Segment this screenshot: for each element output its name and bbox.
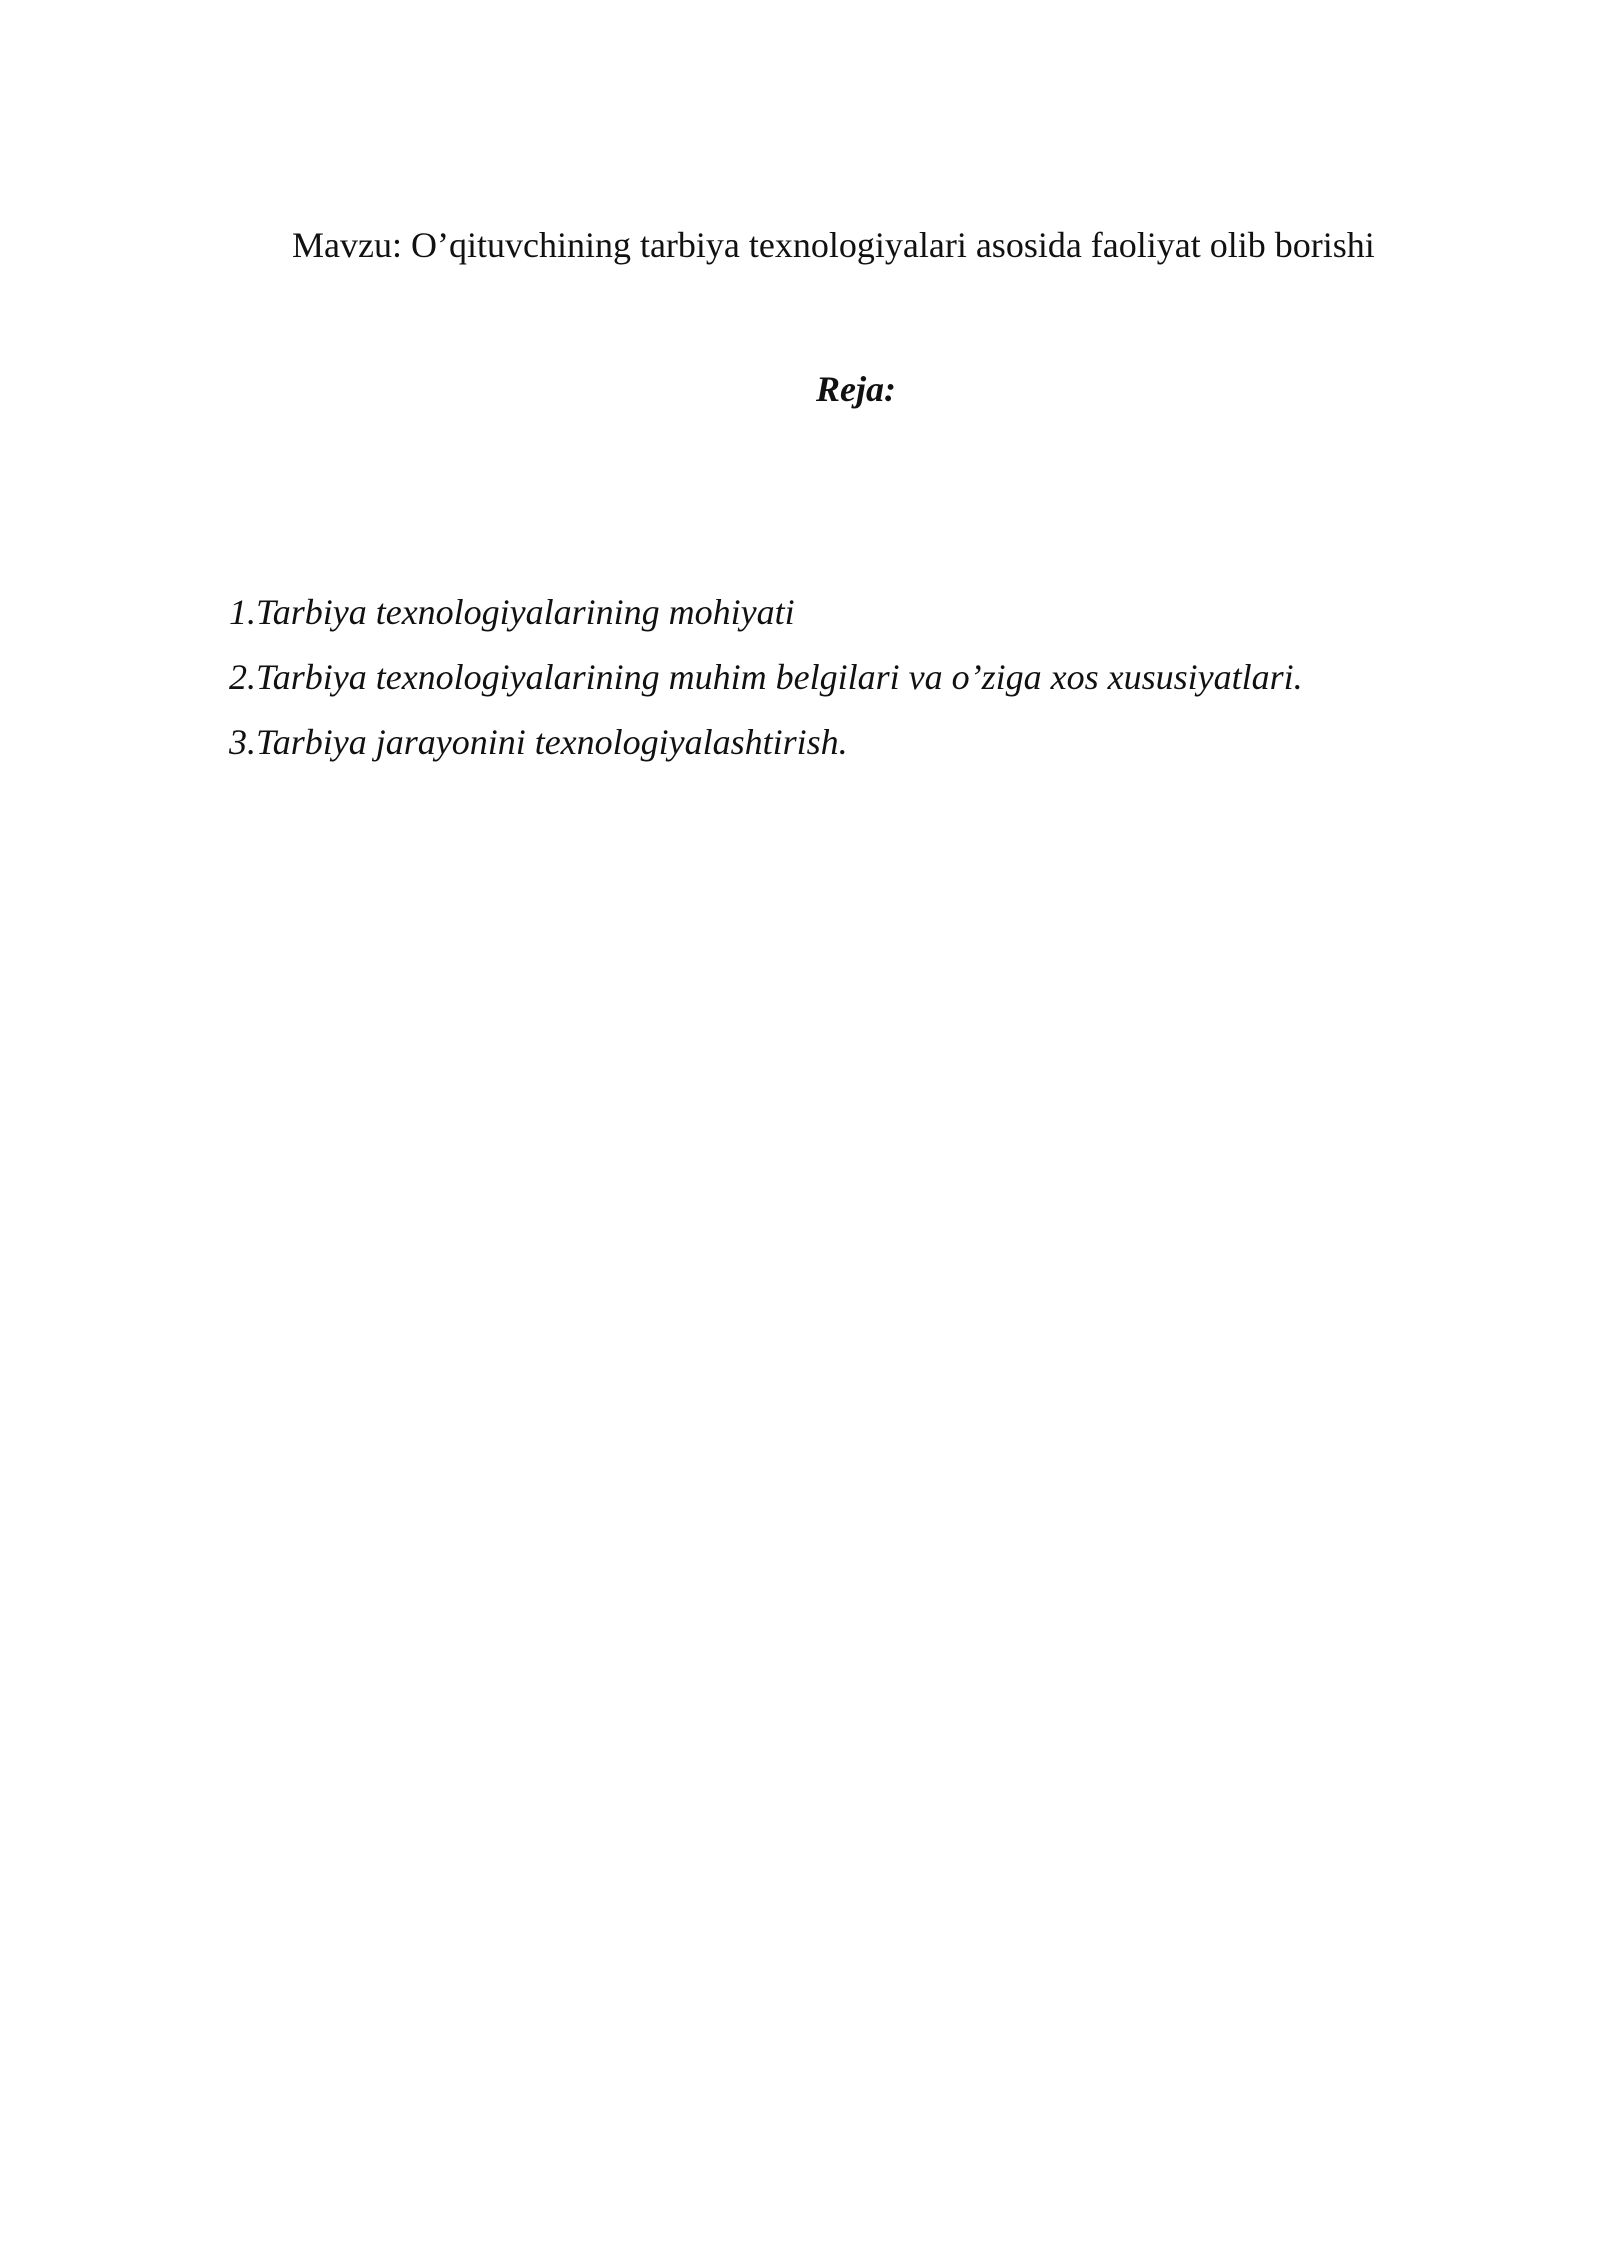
topic-title: Mavzu: O’qituvchining tarbiya texnologiyalari asosida faoliyat olib borishi [292,225,1375,265]
plan-item: 3.Tarbiya jarayonini texnologiyalashtirish. [229,722,848,762]
plan-item: 2.Tarbiya texnologiyalarining muhim belgilari va o’ziga xos xususiyatlari. [229,657,1303,697]
plan-list [229,580,1303,775]
plan-heading: Reja: [816,369,896,409]
plan-item: 1.Tarbiya texnologiyalarining mohiyati [229,592,795,632]
